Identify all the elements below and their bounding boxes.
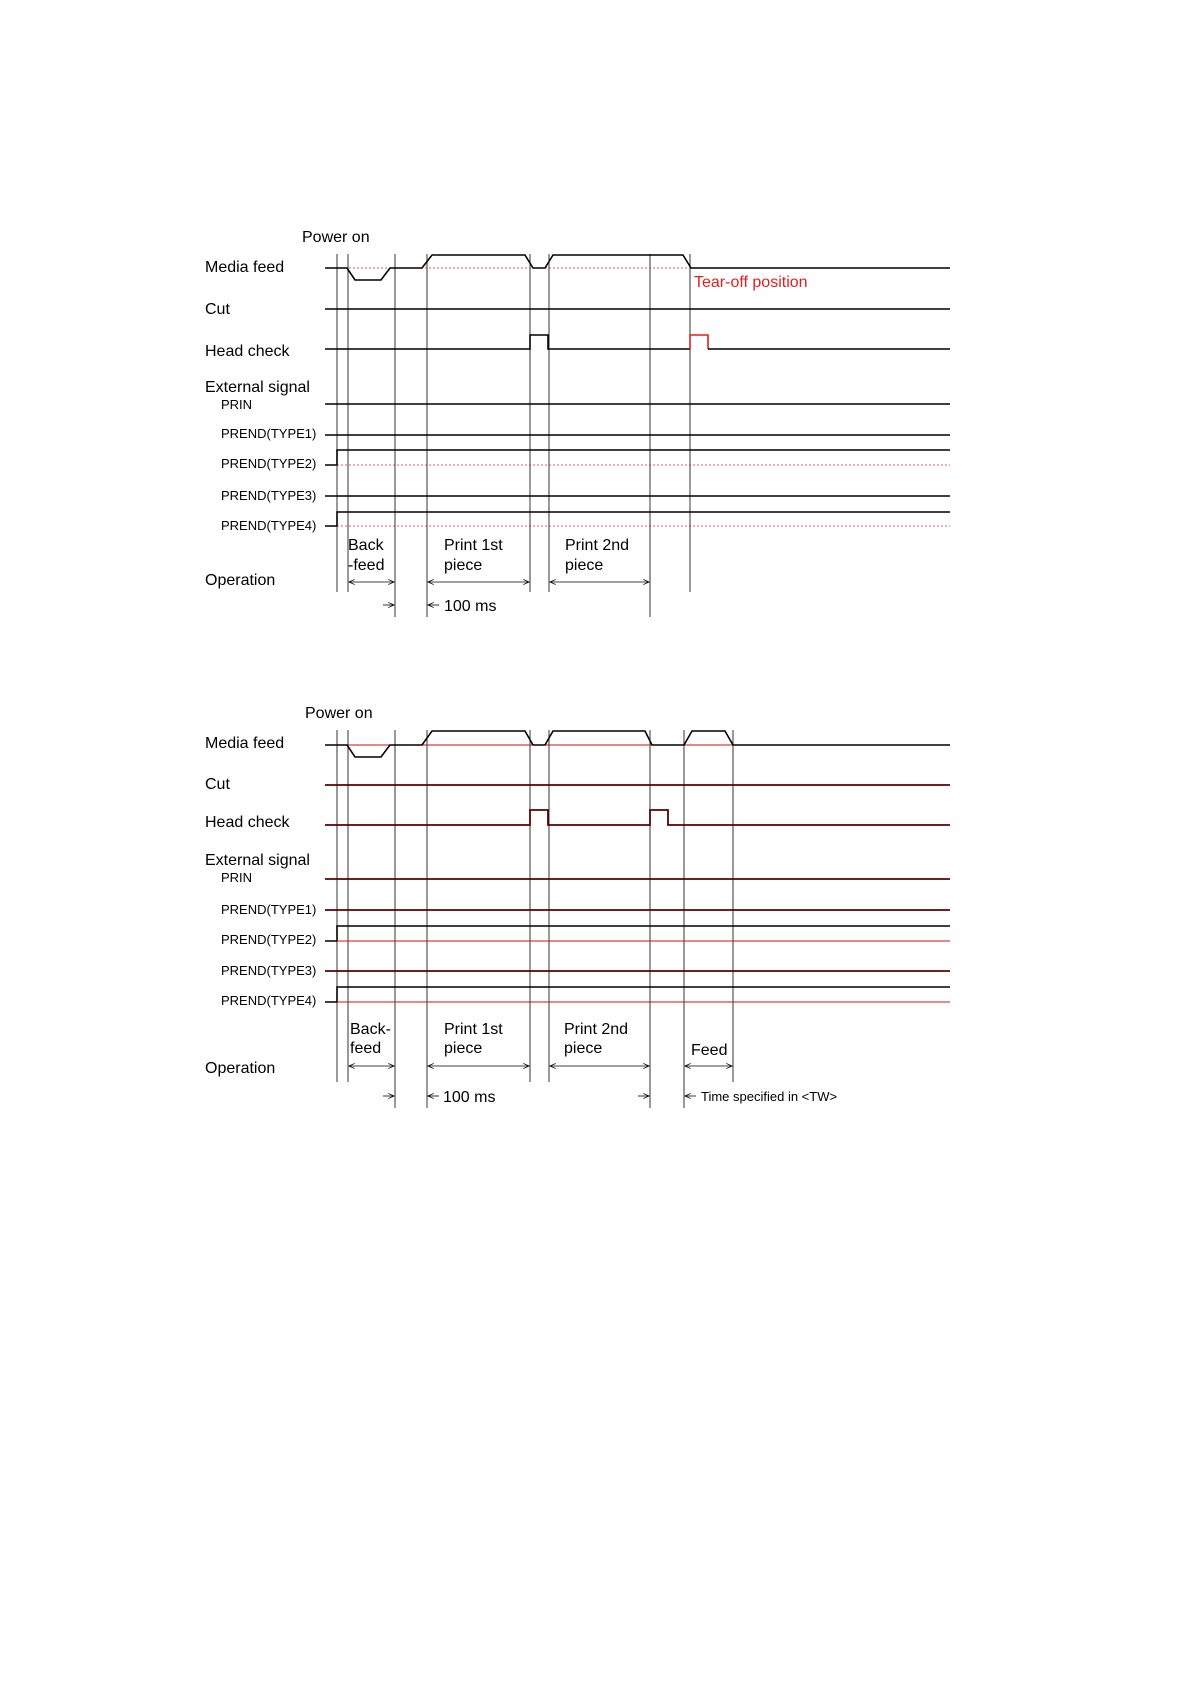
cut-label: Cut xyxy=(205,776,230,793)
head-check-signal xyxy=(325,335,950,349)
back-feed-label-line1: Back xyxy=(348,537,384,554)
prend-type1-label: PREND(TYPE1) xyxy=(221,426,317,441)
operation-label: Operation xyxy=(205,1060,276,1077)
head-check-label: Head check xyxy=(205,343,290,360)
media-feed-label: Media feed xyxy=(205,259,285,276)
prend-type2-label: PREND(TYPE2) xyxy=(221,932,317,947)
print-1st-label-line2: piece xyxy=(444,1040,483,1057)
print-2nd-label-line2: piece xyxy=(565,557,604,574)
power-on-label: Power on xyxy=(305,705,373,722)
print-1st-label-line1: Print 1st xyxy=(444,1021,503,1038)
media-feed-label: Media feed xyxy=(205,735,285,752)
prend-type2-signal xyxy=(325,926,950,941)
print-1st-label-line1: Print 1st xyxy=(444,537,503,554)
power-on-label: Power on xyxy=(302,229,370,246)
timing-100ms-label: 100 ms xyxy=(443,1089,496,1106)
prend-type3-label: PREND(TYPE3) xyxy=(221,488,317,503)
prend-type4-label: PREND(TYPE4) xyxy=(221,518,317,533)
head-check-signal xyxy=(325,810,950,825)
timing-diagram-1 xyxy=(205,229,950,617)
prin-label: PRIN xyxy=(221,397,253,412)
external-signal-label: External signal xyxy=(205,852,310,869)
back-feed-label-line2: feed xyxy=(350,1040,382,1057)
prend-type2-label: PREND(TYPE2) xyxy=(221,456,317,471)
media-feed-signal xyxy=(325,255,950,280)
tw-label: Time specified in <TW> xyxy=(701,1089,838,1104)
prend-type2-signal xyxy=(325,450,950,465)
prend-type4-signal xyxy=(325,987,950,1002)
print-2nd-label-line1: Print 2nd xyxy=(564,1021,629,1038)
prin-label: PRIN xyxy=(221,870,253,885)
prend-type4-signal xyxy=(325,512,950,526)
tear-off-position-label: Tear-off position xyxy=(694,274,808,291)
operation-label: Operation xyxy=(205,572,276,589)
back-feed-label-line2: -feed xyxy=(348,557,385,574)
timing-diagram-2 xyxy=(205,705,950,1108)
media-feed-signal xyxy=(325,731,950,757)
cut-label: Cut xyxy=(205,301,230,318)
print-2nd-label-line2: piece xyxy=(564,1040,603,1057)
print-2nd-label-line1: Print 2nd xyxy=(565,537,630,554)
back-feed-label-line1: Back- xyxy=(350,1021,391,1038)
prend-type3-label: PREND(TYPE3) xyxy=(221,963,317,978)
prend-type1-label: PREND(TYPE1) xyxy=(221,902,317,917)
timing-100ms-label: 100 ms xyxy=(444,598,497,615)
feed-label: Feed xyxy=(691,1042,728,1059)
head-check-label: Head check xyxy=(205,814,290,831)
prend-type4-label: PREND(TYPE4) xyxy=(221,993,317,1008)
external-signal-label: External signal xyxy=(205,379,310,396)
vertical-markers xyxy=(337,730,733,1108)
print-1st-label-line2: piece xyxy=(444,557,483,574)
